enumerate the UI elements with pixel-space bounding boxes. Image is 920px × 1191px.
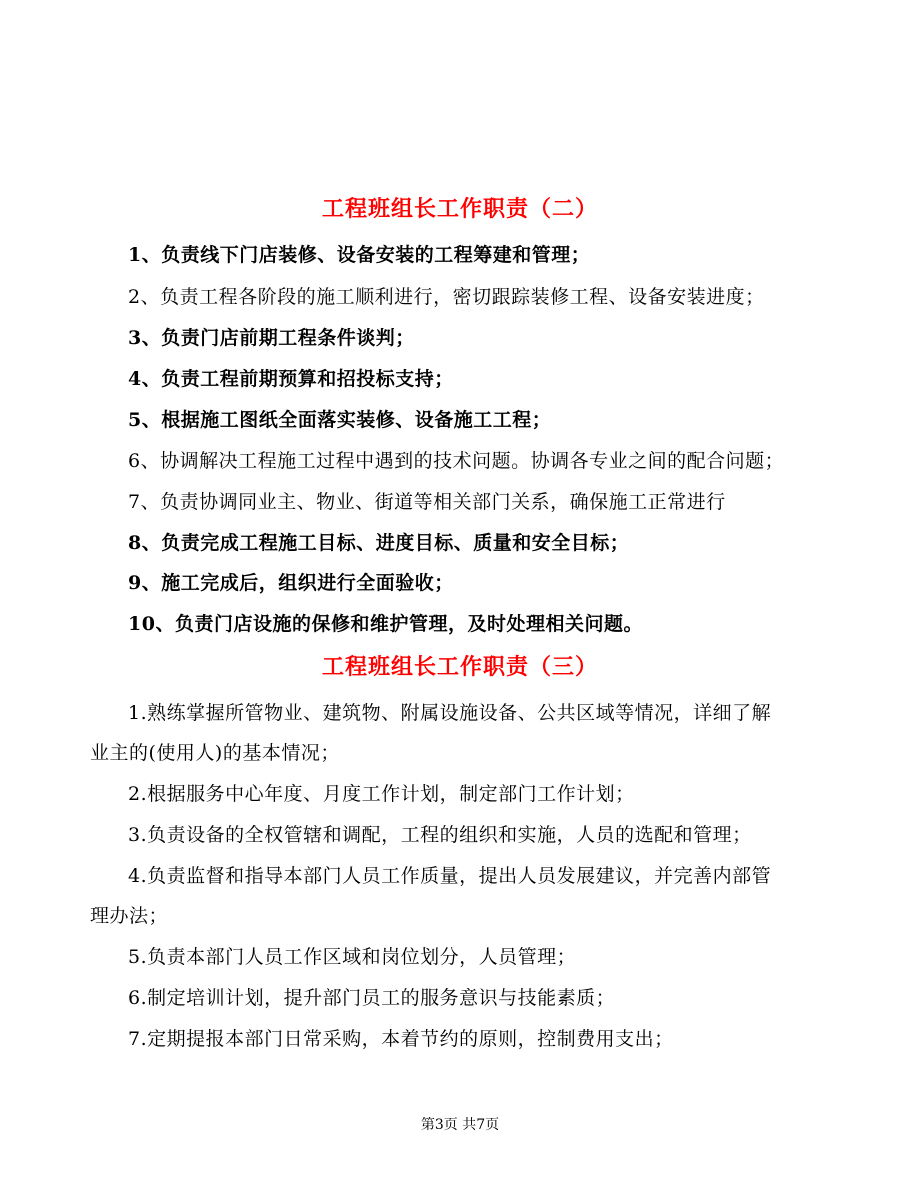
section-3-item-4: 4.负责监督和指导本部门人员工作质量，提出人员发展建议，并完善内部管	[128, 865, 772, 887]
section-3-item-6: 6.制定培训计划，提升部门员工的服务意识与技能素质；	[128, 987, 616, 1009]
page-number: 第3页 共7页	[420, 1117, 500, 1133]
section-2-item-7: 7、负责协调同业主、物业、街道等相关部门关系，确保施工正常进行	[128, 491, 726, 513]
section-3-item-5: 5.负责本部门人员工作区域和岗位划分，人员管理；	[128, 946, 577, 968]
section-2-item-9: 9、施工完成后，组织进行全面验收；	[128, 572, 454, 594]
section-2-title: 工程班组长工作职责（二）	[321, 196, 598, 222]
section-2-item-3: 3、负责门店前期工程条件谈判；	[128, 327, 415, 349]
section-2-item-5: 5、根据施工图纸全面落实装修、设备施工工程；	[128, 409, 552, 431]
section-2-item-2: 2、负责工程各阶段的施工顺利进行，密切跟踪装修工程、设备安装进度；	[128, 286, 765, 308]
section-2-item-6: 6、协调解决工程施工过程中遇到的技术问题。协调各专业之间的配合问题；	[128, 450, 785, 472]
section-2-item-1: 1、负责线下门店装修、设备安装的工程筹建和管理；	[128, 244, 591, 266]
section-3-title: 工程班组长工作职责（三）	[321, 654, 598, 680]
section-2-item-4: 4、负责工程前期预算和招投标支持；	[128, 368, 454, 390]
section-3-item-3: 3.负责设备的全权管辖和调配，工程的组织和实施，人员的选配和管理；	[128, 824, 752, 846]
section-2-item-10: 10、负责门店设施的保修和维护管理，及时处理相关问题。	[128, 613, 643, 635]
section-3-item-1-cont: 业主的(使用人)的基本情况；	[90, 742, 340, 764]
section-3-item-4-cont: 理办法；	[90, 905, 169, 927]
section-2-item-8: 8、负责完成工程施工目标、进度目标、质量和安全目标；	[128, 532, 630, 554]
section-3-item-1: 1.熟练掌握所管物业、建筑物、附属设施设备、公共区域等情况，详细了解	[128, 702, 772, 724]
section-3-item-7: 7.定期提报本部门日常采购，本着节约的原则，控制费用支出；	[128, 1028, 674, 1050]
section-3-item-2: 2.根据服务中心年度、月度工作计划，制定部门工作计划；	[128, 783, 635, 805]
